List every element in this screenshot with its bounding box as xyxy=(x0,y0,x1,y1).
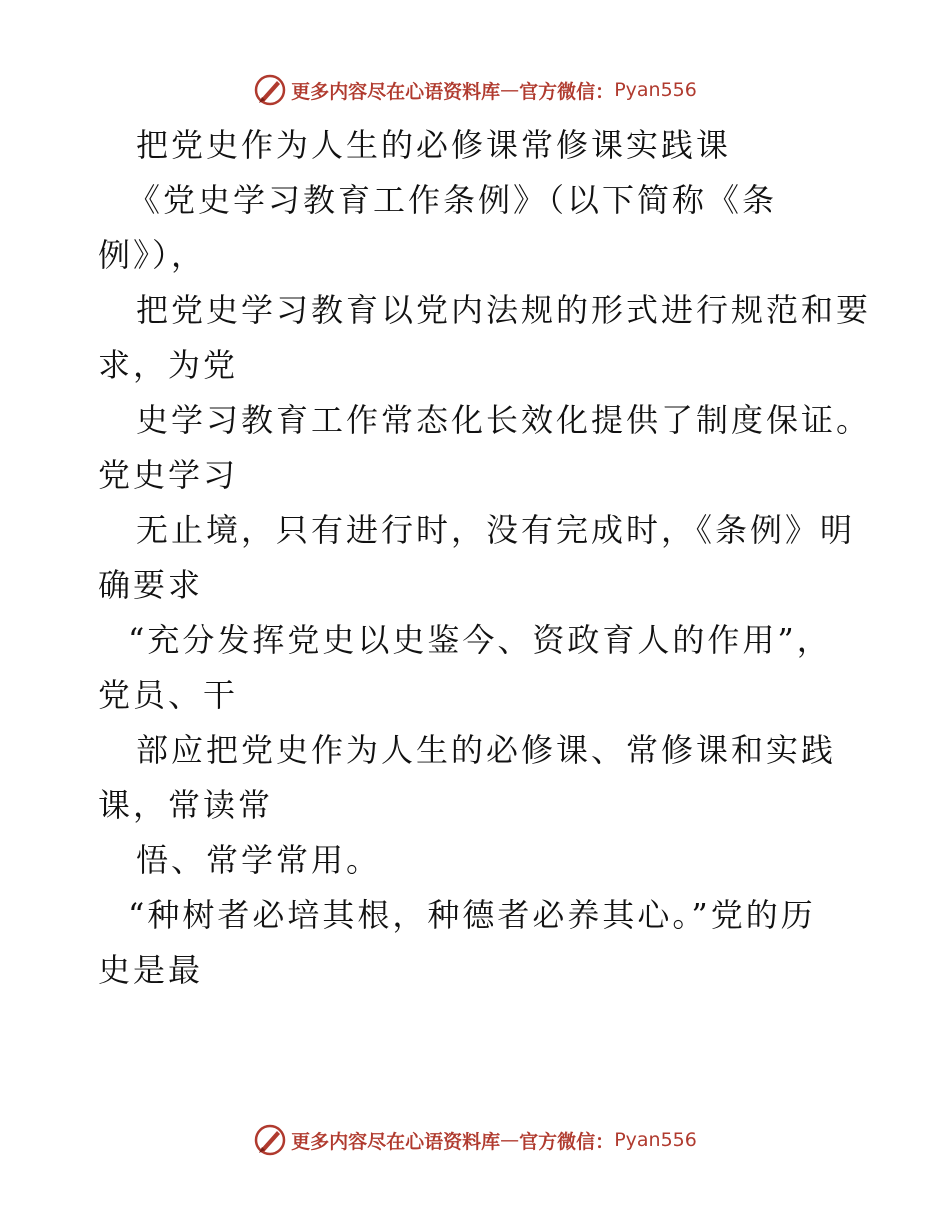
text-line: “种树者必培其根，种德者必养其心。”党的历 xyxy=(128,896,816,934)
text-line: 把党史作为人生的必修课常修课实践课 xyxy=(136,126,732,164)
footer-banner xyxy=(0,1120,950,1160)
text-line: 把党史学习教育以党内法规的形式进行规范和要 xyxy=(136,291,872,329)
banner-wechat-label: 官方微信： xyxy=(519,1130,615,1153)
text-line: 党史学习 xyxy=(98,456,239,494)
document-body xyxy=(98,118,872,998)
text-line: 课，常读常 xyxy=(98,786,274,824)
text-line: 党员、干 xyxy=(98,676,239,714)
banner-library-text: 更多内容尽在心语资料库 xyxy=(291,80,501,103)
banner-separator: — xyxy=(500,79,520,101)
text-line: 例》）， xyxy=(98,236,207,274)
banner-separator: — xyxy=(500,1129,520,1151)
text-line: 史学习教育工作常态化长效化提供了制度保证。 xyxy=(136,401,872,439)
banner-wechat-handle: Pyan556 xyxy=(614,1129,697,1151)
text-line: 《党史学习教育工作条例》（以下简称《条 xyxy=(128,181,778,219)
text-line: “充分发挥党史以史鉴今、资政育人的作用”， xyxy=(128,621,832,659)
text-line: 求，为党 xyxy=(98,346,239,384)
text-line: 悟、常学常用。 xyxy=(136,841,382,879)
text-line: 部应把党史作为人生的必修课、常修课和实践 xyxy=(136,731,837,769)
banner-library-text: 更多内容尽在心语资料库 xyxy=(291,1130,501,1153)
quill-pen-logo-icon xyxy=(253,1123,287,1157)
header-banner xyxy=(0,70,950,110)
quill-pen-logo-icon xyxy=(253,73,287,107)
text-line: 史是最 xyxy=(98,951,204,989)
text-line: 无止境，只有进行时，没有完成时，《条例》明 xyxy=(136,511,856,549)
text-line: 确要求 xyxy=(98,566,204,604)
banner-wechat-handle: Pyan556 xyxy=(614,79,697,101)
banner-wechat-label: 官方微信： xyxy=(519,80,615,103)
